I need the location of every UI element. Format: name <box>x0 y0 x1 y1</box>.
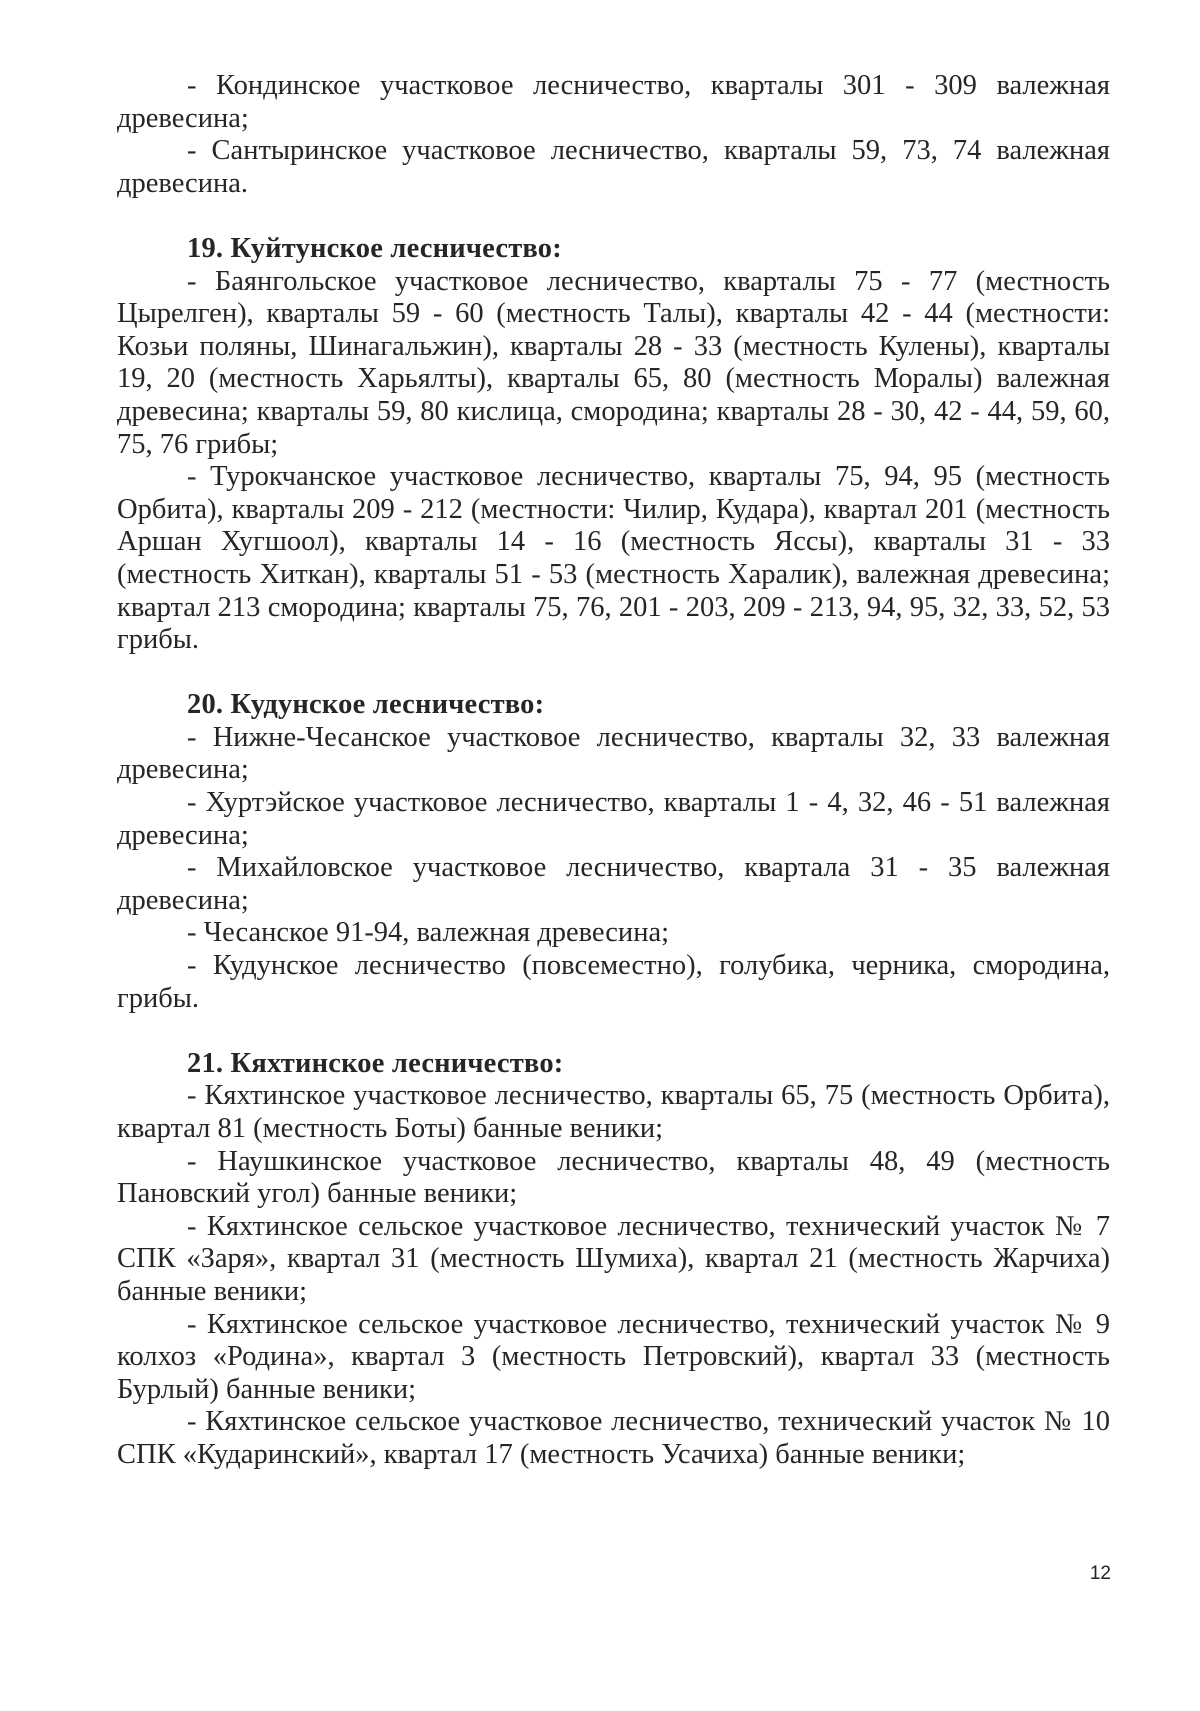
paragraph-naushkinskoe: - Наушкинское участковое лесничество, кварталы 48, 49 (местность Пановский угол) банные веники; <box>117 1145 1110 1210</box>
section-kudunskoe <box>117 689 1110 1015</box>
section-heading: 20. Кудунское лесничество: <box>187 689 545 721</box>
paragraph-nizhne-chesanskoe: - Нижне-Чесанское участковое лесничество, кварталы 32, 33 валежная древесина; <box>117 721 1110 786</box>
paragraph-chesanskoe: - Чесанское 91-94, валежная древесина; <box>187 917 670 949</box>
section-intro <box>117 70 1110 200</box>
page-number: 12 <box>1089 1563 1111 1584</box>
paragraph-kondinskoe: - Кондинское участковое лесничество, кварталы 301 - 309 валежная древесина; <box>117 70 1110 134</box>
paragraph-khurteyskoe: - Хуртэйское участковое лесничество, кварталы 1 - 4, 32, 46 - 51 валежная древесина; <box>117 787 1110 851</box>
paragraph-turokchanskoe: - Турокчанское участковое лесничество, кварталы 75, 94, 95 (местность Орбита), кварталы 209 - 212 (местности: Чилир, Кудара), квартал 201 (местность Аршан Хугшоол), кварталы 14 - 16 (местность Яссы), кварталы 31 - 33 (местность Хиткан), кварталы 51 - 53 (местность Харалик), валежная древесина; квартал 213 смородина; кварталы 75, 76, 201 - 203, 209 - 213, 94, 95, 32, 33, 52, 53 грибы. <box>117 461 1110 656</box>
section-heading: 19. Куйтунское лесничество: <box>187 232 562 264</box>
paragraph-tech-site-7: - Кяхтинское сельское участковое лесничество, технический участок № 7 СПК «Заря», квартал 31 (местность Шумиха), квартал 21 (местность Жарчиха) банные веники; <box>117 1210 1110 1307</box>
paragraph-tech-site-10: - Кяхтинское сельское участковое лесничество, технический участок № 10 СПК «Кударинский», квартал 17 (местность Усачиха) банные веники; <box>117 1406 1110 1470</box>
paragraph-tech-site-9: - Кяхтинское сельское участковое лесничество, технический участок № 9 колхоз «Родина», квартал 3 (местность Петровский), квартал 33 (местность Бурлый) банные веники; <box>117 1308 1110 1405</box>
paragraph-santyrinskoe: - Сантыринское участковое лесничество, кварталы 59, 73, 74 валежная древесина. <box>117 135 1110 199</box>
section-heading: 21. Кяхтинское лесничество: <box>187 1047 564 1079</box>
paragraph-bayangolskoe: - Баянгольское участковое лесничество, кварталы 75 - 77 (местность Цырелген), кварталы 59 - 60 (местность Талы), кварталы 42 - 44 (местности: Козьи поляны, Шинагальжин), кварталы 28 - 33 (местность Кулены), кварталы 19, 20 (местность Харьялты), кварталы 65, 80 (местность Моралы) валежная древесина; кварталы 59, 80 кислица, смородина; кварталы 28 - 30, 42 - 44, 59, 60, 75, 76 грибы; <box>117 265 1110 460</box>
paragraph-kudunskoe: - Кудунское лесничество (повсеместно), голубика, черника, смородина, грибы. <box>117 950 1110 1014</box>
document-body <box>117 70 1110 1472</box>
paragraph-kyakhtinskoe: - Кяхтинское участковое лесничество, кварталы 65, 75 (местность Орбита), квартал 81 (местность Боты) банные веники; <box>117 1080 1110 1144</box>
paragraph-mikhaylovskoe: - Михайловское участковое лесничество, квартала 31 - 35 валежная древесина; <box>117 852 1110 916</box>
section-kuytunskoe <box>117 233 1110 657</box>
section-kyakhtinskoe <box>117 1048 1110 1472</box>
